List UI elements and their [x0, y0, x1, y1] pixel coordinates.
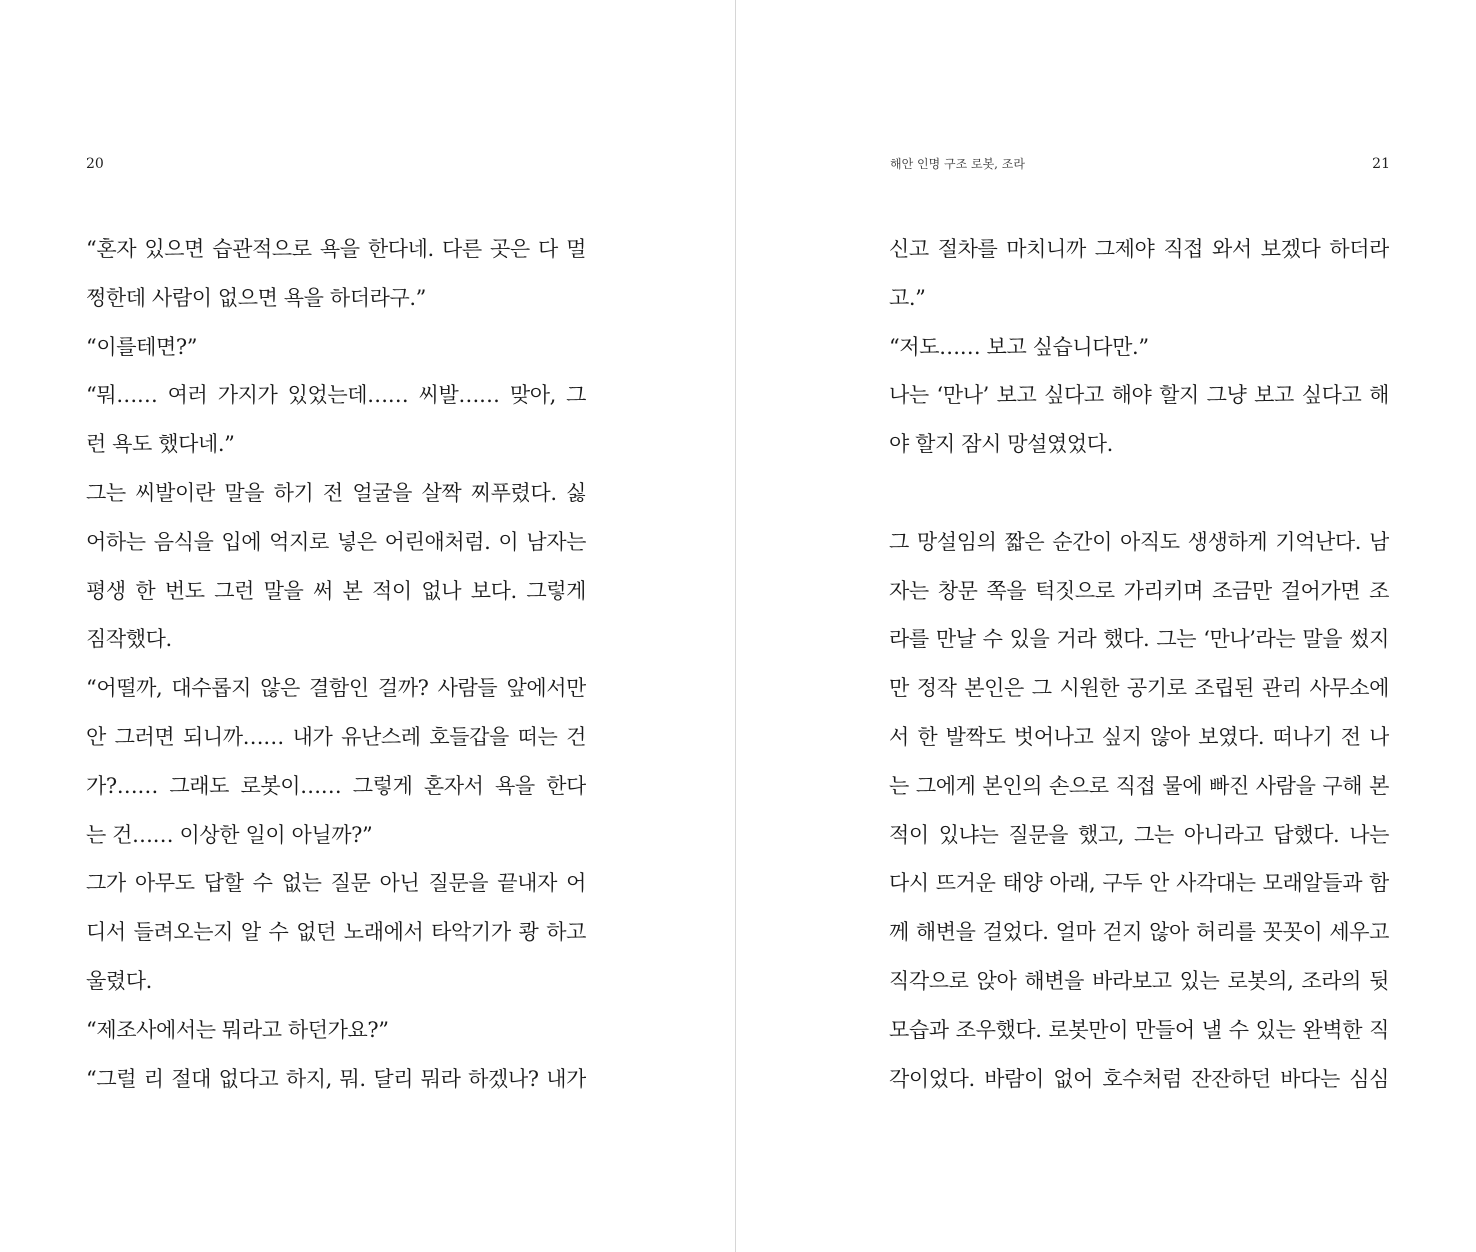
text-line: 모습과 조우했다. 로봇만이 만들어 낼 수 있는 완벽한 직 [889, 1017, 1389, 1042]
text-line: 다시 뜨거운 태양 아래, 구두 안 사각대는 모래알들과 함 [889, 871, 1389, 896]
text-line: 가?…… 그래도 로봇이…… 그렇게 혼자서 욕을 한다 [86, 773, 586, 798]
text-line: 평생 한 번도 그런 말을 써 본 적이 없나 보다. 그렇게 [86, 578, 586, 603]
text-line: 는 건…… 이상한 일이 아닐까?” [86, 822, 373, 847]
text-line: “저도…… 보고 싶습니다만.” [889, 334, 1149, 359]
text-line: 야 할지 잠시 망설였었다. [889, 432, 1113, 457]
text-line: 고.” [889, 285, 926, 310]
text-line: 각이었다. 바람이 없어 호수처럼 잔잔하던 바다는 심심 [889, 1066, 1389, 1091]
text-line: 그는 씨발이란 말을 하기 전 얼굴을 살짝 찌푸렸다. 싫 [86, 480, 586, 505]
text-line: 짐작했다. [86, 627, 172, 652]
text-line: 그가 아무도 답할 수 없는 질문 아닌 질문을 끝내자 어 [86, 871, 586, 896]
text-line: “혼자 있으면 습관적으로 욕을 한다네. 다른 곳은 다 멀 [86, 237, 586, 261]
text-line: 만 정작 본인은 그 시원한 공기로 조립된 관리 사무소에 [889, 676, 1389, 701]
text-line: 런 욕도 했다네.” [86, 432, 235, 457]
text-line: 나는 ‘만나’ 보고 싶다고 해야 할지 그냥 보고 싶다고 해 [889, 383, 1389, 408]
paragraph-break [889, 469, 1389, 518]
page-number-left: 20 [86, 156, 104, 172]
text-line: “이를테면?” [86, 334, 198, 359]
text-line: 는 그에게 본인의 손으로 직접 물에 빠진 사람을 구해 본 [889, 773, 1389, 798]
page-number-right: 21 [1372, 156, 1390, 172]
text-line: 안 그러면 되니까…… 내가 유난스레 호들갑을 떠는 건 [86, 724, 586, 749]
text-line: 신고 절차를 마치니까 그제야 직접 와서 보겠다 하더라 [889, 237, 1389, 261]
text-line: “제조사에서는 뭐라고 하던가요?” [86, 1017, 389, 1042]
text-line: “어떨까, 대수롭지 않은 결함인 걸까? 사람들 앞에서만 [86, 676, 586, 701]
right-page [737, 0, 1476, 1252]
text-line: 디서 들려오는지 알 수 없던 노래에서 타악기가 쾅 하고 [86, 920, 586, 945]
text-line: 라를 만날 수 있을 거라 했다. 그는 ‘만나’라는 말을 썼지 [889, 627, 1389, 652]
text-line: 울렸다. [86, 968, 152, 993]
text-line: “뭐…… 여러 가지가 있었는데…… 씨발…… 맞아, 그 [86, 383, 586, 408]
left-page [0, 0, 736, 1252]
text-line: 쩡한데 사람이 없으면 욕을 하더라구.” [86, 285, 427, 310]
text-line: 그 망설임의 짧은 순간이 아직도 생생하게 기억난다. 남 [889, 529, 1389, 554]
left-page-body [86, 225, 586, 1103]
text-line: 께 해변을 걸었다. 얼마 걷지 않아 허리를 꼿꼿이 세우고 [889, 920, 1389, 945]
text-line: 어하는 음식을 입에 억지로 넣은 어린애처럼. 이 남자는 [86, 529, 586, 554]
text-line: 자는 창문 쪽을 턱짓으로 가리키며 조금만 걸어가면 조 [889, 578, 1389, 603]
text-line: 서 한 발짝도 벗어나고 싶지 않아 보였다. 떠나기 전 나 [889, 724, 1389, 749]
text-line: “그럴 리 절대 없다고 하지, 뭐. 달리 뭐라 하겠나? 내가 [86, 1066, 586, 1091]
text-line: 적이 있냐는 질문을 했고, 그는 아니라고 답했다. 나는 [889, 822, 1389, 847]
right-page-body [889, 225, 1389, 1103]
text-line: 직각으로 앉아 해변을 바라보고 있는 로봇의, 조라의 뒷 [889, 968, 1389, 993]
running-head: 해안 인명 구조 로봇, 조라 [890, 157, 1025, 171]
